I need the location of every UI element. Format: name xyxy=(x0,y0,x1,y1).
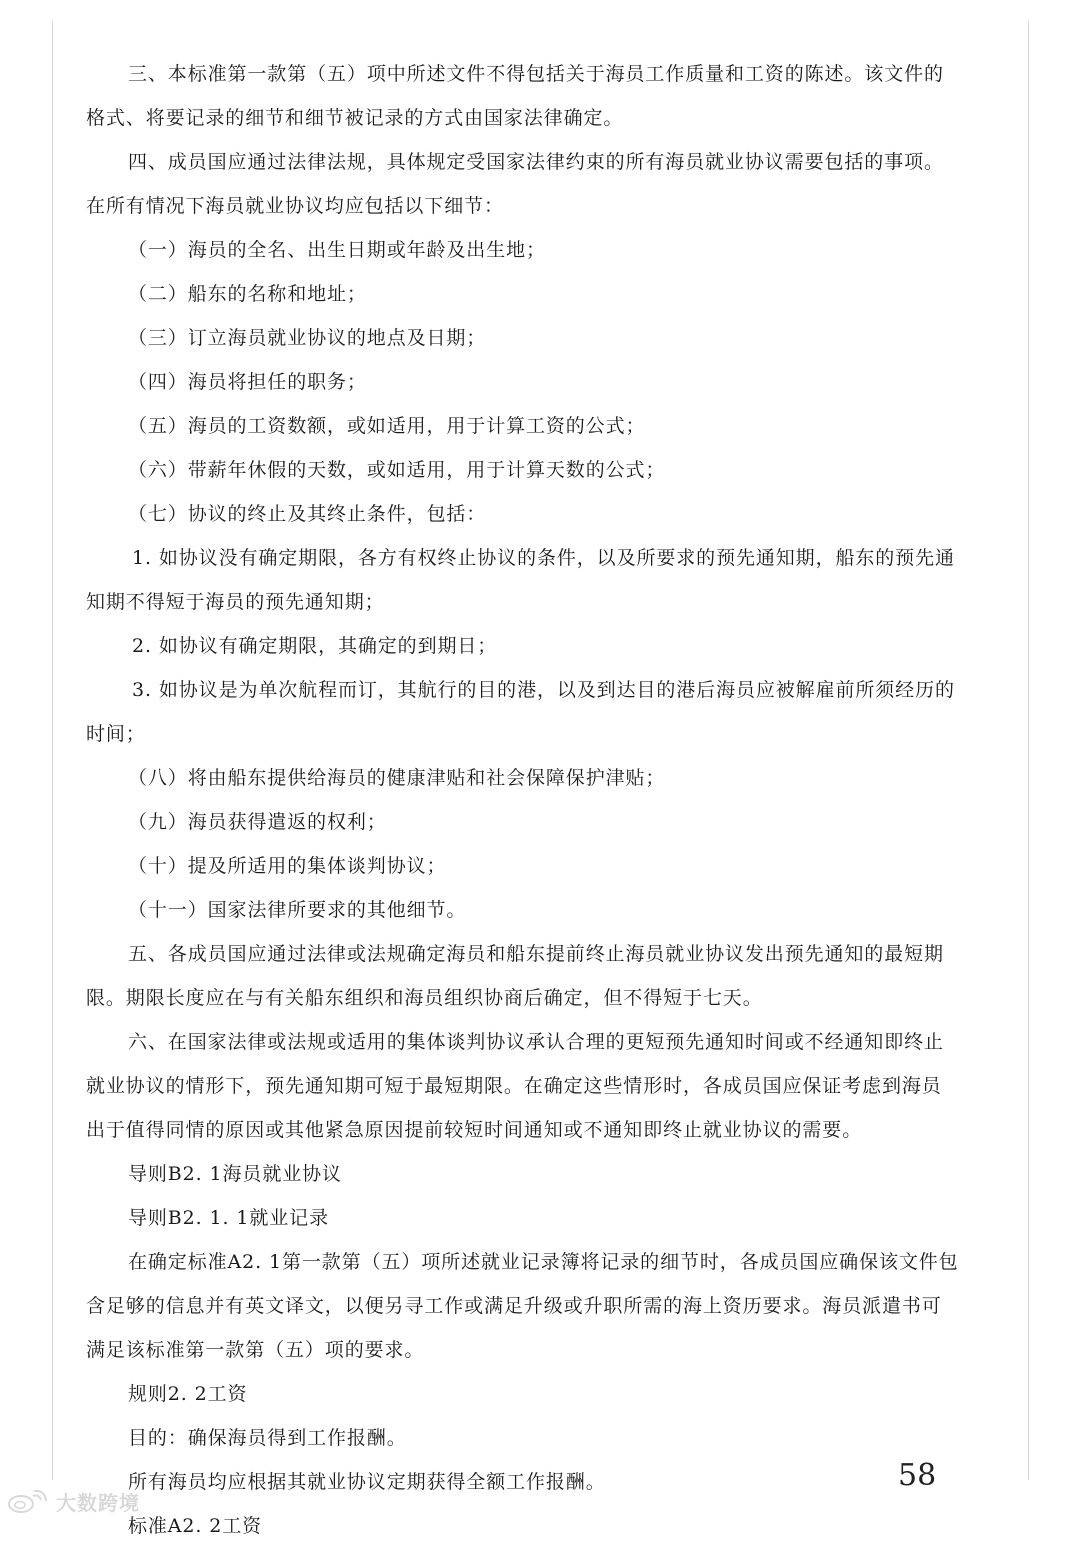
text-line: 时间； xyxy=(86,723,146,745)
text-line: 导则B2. 1. 1就业记录 xyxy=(128,1207,329,1229)
text-line: 六、在国家法律或法规或适用的集体谈判协议承认合理的更短预先通知时间或不经通知即终止 xyxy=(128,1031,944,1053)
text-line: （九）海员获得遣返的权利； xyxy=(128,811,387,833)
text-line: 知期不得短于海员的预先通知期； xyxy=(86,591,385,613)
text-line: （四）海员将担任的职务； xyxy=(128,371,367,393)
text-line: 五、各成员国应通过法律或法规确定海员和船东提前终止海员就业协议发出预先通知的最短期 xyxy=(128,943,944,965)
weibo-logo-icon xyxy=(6,1489,50,1513)
text-line: 格式、将要记录的细节和细节被记录的方式由国家法律确定。 xyxy=(86,107,624,129)
text-line: 规则2. 2工资 xyxy=(128,1383,248,1405)
text-line: 所有海员均应根据其就业协议定期获得全额工作报酬。 xyxy=(128,1471,606,1493)
text-line: （二）船东的名称和地址； xyxy=(128,283,367,305)
page-number: 58 xyxy=(898,1458,937,1493)
text-line: 导则B2. 1海员就业协议 xyxy=(128,1163,342,1185)
watermark xyxy=(6,1487,140,1515)
text-line: 2. 如协议有确定期限，其确定的到期日； xyxy=(132,635,498,657)
text-line: （六）带薪年休假的天数，或如适用，用于计算天数的公式； xyxy=(128,459,666,481)
text-line: （十）提及所适用的集体谈判协议； xyxy=(128,855,447,877)
text-line: （八）将由船东提供给海员的健康津贴和社会保障保护津贴； xyxy=(128,767,666,789)
text-line: （十一）国家法律所要求的其他细节。 xyxy=(128,899,467,921)
text-line: 四、成员国应通过法律法规，具体规定受国家法律约束的所有海员就业协议需要包括的事项。 xyxy=(128,151,944,173)
text-line: 3. 如协议是为单次航程而订，其航行的目的港，以及到达目的港后海员应被解雇前所须经历的 xyxy=(132,679,955,701)
text-line: 含足够的信息并有英文译文，以便另寻工作或满足升级或升职所需的海上资历要求。海员派遣书可 xyxy=(86,1295,942,1317)
text-line: （七）协议的终止及其终止条件，包括： xyxy=(128,503,487,525)
text-line: 三、本标准第一款第（五）项中所述文件不得包括关于海员工作质量和工资的陈述。该文件的 xyxy=(128,63,944,85)
text-line: 目的：确保海员得到工作报酬。 xyxy=(128,1427,407,1449)
text-line: 1. 如协议没有确定期限，各方有权终止协议的条件，以及所要求的预先通知期，船东的预先通 xyxy=(132,547,955,569)
text-line: 在确定标准A2. 1第一款第（五）项所述就业记录簿将记录的细节时，各成员国应确保该文件包 xyxy=(128,1251,959,1273)
page-right-border xyxy=(1028,20,1029,1480)
text-line: 就业协议的情形下，预先通知期可短于最短期限。在确定这些情形时，各成员国应保证考虑到海员 xyxy=(86,1075,942,1097)
text-line: 出于值得同情的原因或其他紧急原因提前较短时间通知或不通知即终止就业协议的需要。 xyxy=(86,1119,863,1141)
page-left-border xyxy=(52,20,53,1480)
text-line: 在所有情况下海员就业协议均应包括以下细节： xyxy=(86,195,504,217)
text-line: （一）海员的全名、出生日期或年龄及出生地； xyxy=(128,239,546,261)
watermark-text: 大数跨境 xyxy=(56,1490,140,1515)
text-line: （五）海员的工资数额，或如适用，用于计算工资的公式； xyxy=(128,415,646,437)
text-line: 满足该标准第一款第（五）项的要求。 xyxy=(86,1339,425,1361)
text-line: （三）订立海员就业协议的地点及日期； xyxy=(128,327,487,349)
text-line: 标准A2. 2工资 xyxy=(128,1515,263,1537)
document-body xyxy=(86,52,991,1548)
text-line: 限。期限长度应在与有关船东组织和海员组织协商后确定，但不得短于七天。 xyxy=(86,987,763,1009)
